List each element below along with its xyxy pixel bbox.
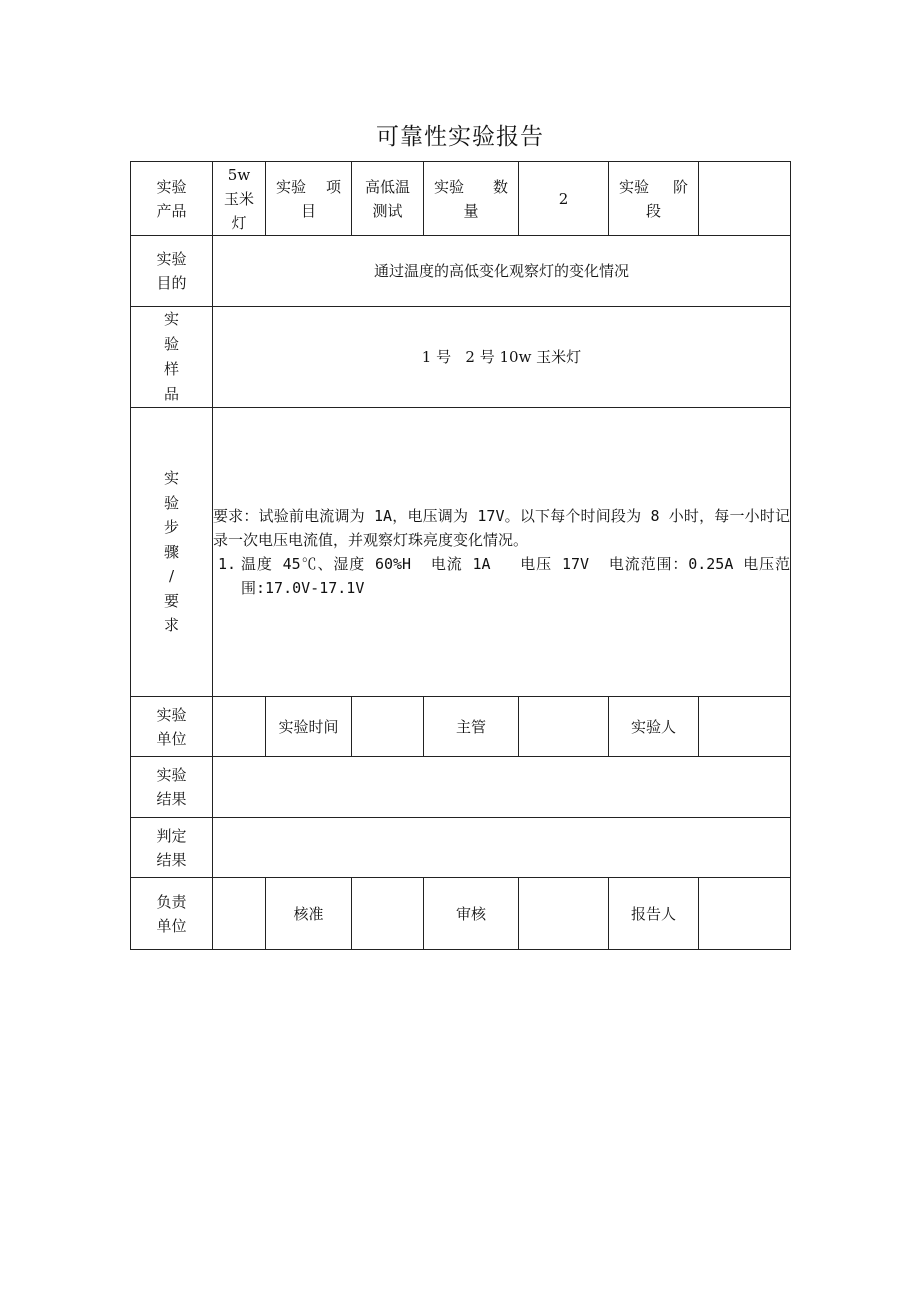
approve-label-cell: [266, 878, 352, 950]
time-value-cell: [352, 697, 424, 757]
steps-label-char: 实: [164, 469, 180, 488]
item-label-bottom: 目: [300, 201, 316, 220]
samples-label-char: 样: [164, 360, 180, 378]
judgement-label: 判定结果: [156, 826, 187, 869]
product-label-cell: [131, 162, 213, 236]
unit-row: [131, 697, 791, 757]
samples-label: [164, 307, 179, 407]
review-value-cell: [519, 878, 609, 950]
steps-label-char: 验: [164, 493, 180, 512]
responsible-value-cell: [213, 878, 266, 950]
samples-value: 1 号 2 号 10w 玉米灯: [421, 348, 582, 366]
qty-value-cell: [519, 162, 609, 236]
item-label-right: 项: [325, 177, 341, 196]
qty-value: 2: [558, 189, 569, 208]
report-title: 可靠性实验报告: [376, 124, 544, 150]
steps-label-char: 骤: [164, 542, 180, 561]
tester-value-cell: [699, 697, 791, 757]
steps-label: [164, 466, 179, 638]
approve-label: 核准: [293, 904, 324, 923]
judgement-row: [131, 818, 791, 878]
steps-item: [213, 552, 790, 600]
stage-label-left: 实验: [619, 177, 650, 196]
reporter-label: 报告人: [630, 904, 676, 923]
supervisor-value-cell: [519, 697, 609, 757]
steps-label-cell: [131, 408, 213, 697]
result-value-cell: [213, 757, 791, 818]
unit-label-cell: [131, 697, 213, 757]
info-row: [131, 162, 791, 236]
result-row: [131, 757, 791, 818]
qty-label-bottom: 量: [463, 201, 479, 220]
item-value: 高低温测试: [364, 177, 410, 220]
purpose-label-cell: [131, 236, 213, 307]
product-value-line-3: 灯: [231, 213, 247, 232]
review-label: 审核: [455, 904, 486, 923]
steps-item-text: 温度 45℃、湿度 60%H 电流 1A 电压 17V 电流范围：0.25A 电压范围:17.0V-17.1V: [241, 555, 790, 597]
purpose-label: 实验目的: [156, 250, 187, 292]
samples-label-char: 验: [164, 335, 180, 353]
stage-label-bottom: 段: [645, 201, 661, 220]
samples-value-cell: [213, 307, 791, 408]
steps-requirement: 要求：试验前电流调为 1A，电压调为 17V。以下每个时间段为 8 小时，每一小时记录一次电压电流值，并观察灯珠亮度变化情况。: [213, 507, 790, 549]
stage-label-cell: [609, 162, 699, 236]
samples-label-char: 实: [164, 310, 180, 328]
responsible-label: 负责单位: [156, 892, 187, 935]
steps-content-cell: [213, 408, 791, 697]
purpose-row: [131, 236, 791, 307]
product-value-line-1: 5w: [227, 165, 251, 184]
steps-label-char: 步: [164, 518, 180, 537]
steps-item-number: 1.: [217, 555, 237, 573]
supervisor-label-cell: [424, 697, 519, 757]
steps-row: [131, 408, 791, 697]
reporter-value-cell: [699, 878, 791, 950]
steps-label-char: 求: [164, 616, 180, 635]
result-label-cell: [131, 757, 213, 818]
responsible-label-cell: [131, 878, 213, 950]
samples-row: [131, 307, 791, 408]
tester-label-cell: [609, 697, 699, 757]
steps-label-char: 要: [164, 591, 180, 610]
time-label-cell: [266, 697, 352, 757]
judgement-value-cell: [213, 818, 791, 878]
responsible-row: [131, 878, 791, 950]
time-label: 实验时间: [278, 717, 339, 736]
judgement-label-cell: [131, 818, 213, 878]
approve-value-cell: [352, 878, 424, 950]
unit-value-cell: [213, 697, 266, 757]
samples-label-cell: [131, 307, 213, 408]
product-value-cell: [213, 162, 266, 236]
product-label: 实验产品: [156, 177, 187, 220]
result-label: 实验结果: [156, 766, 187, 808]
qty-label-cell: [424, 162, 519, 236]
item-label-cell: [266, 162, 352, 236]
qty-label-right: 数: [492, 177, 508, 196]
purpose-value-cell: [213, 236, 791, 307]
supervisor-label: 主管: [455, 717, 486, 736]
item-value-cell: [352, 162, 424, 236]
purpose-value: 通过温度的高低变化观察灯的变化情况: [373, 262, 629, 280]
item-label-left: 实验: [276, 177, 307, 196]
stage-label-right: 阶: [672, 177, 688, 196]
samples-label-char: 品: [164, 385, 180, 403]
tester-label: 实验人: [630, 717, 676, 736]
product-value-line-2: 玉米: [223, 189, 254, 208]
stage-value-cell: [699, 162, 791, 236]
steps-label-char: /: [168, 567, 175, 586]
unit-label: 实验单位: [156, 705, 187, 748]
qty-label-left: 实验: [434, 177, 465, 196]
report-table: [130, 161, 791, 950]
reporter-label-cell: [609, 878, 699, 950]
review-label-cell: [424, 878, 519, 950]
